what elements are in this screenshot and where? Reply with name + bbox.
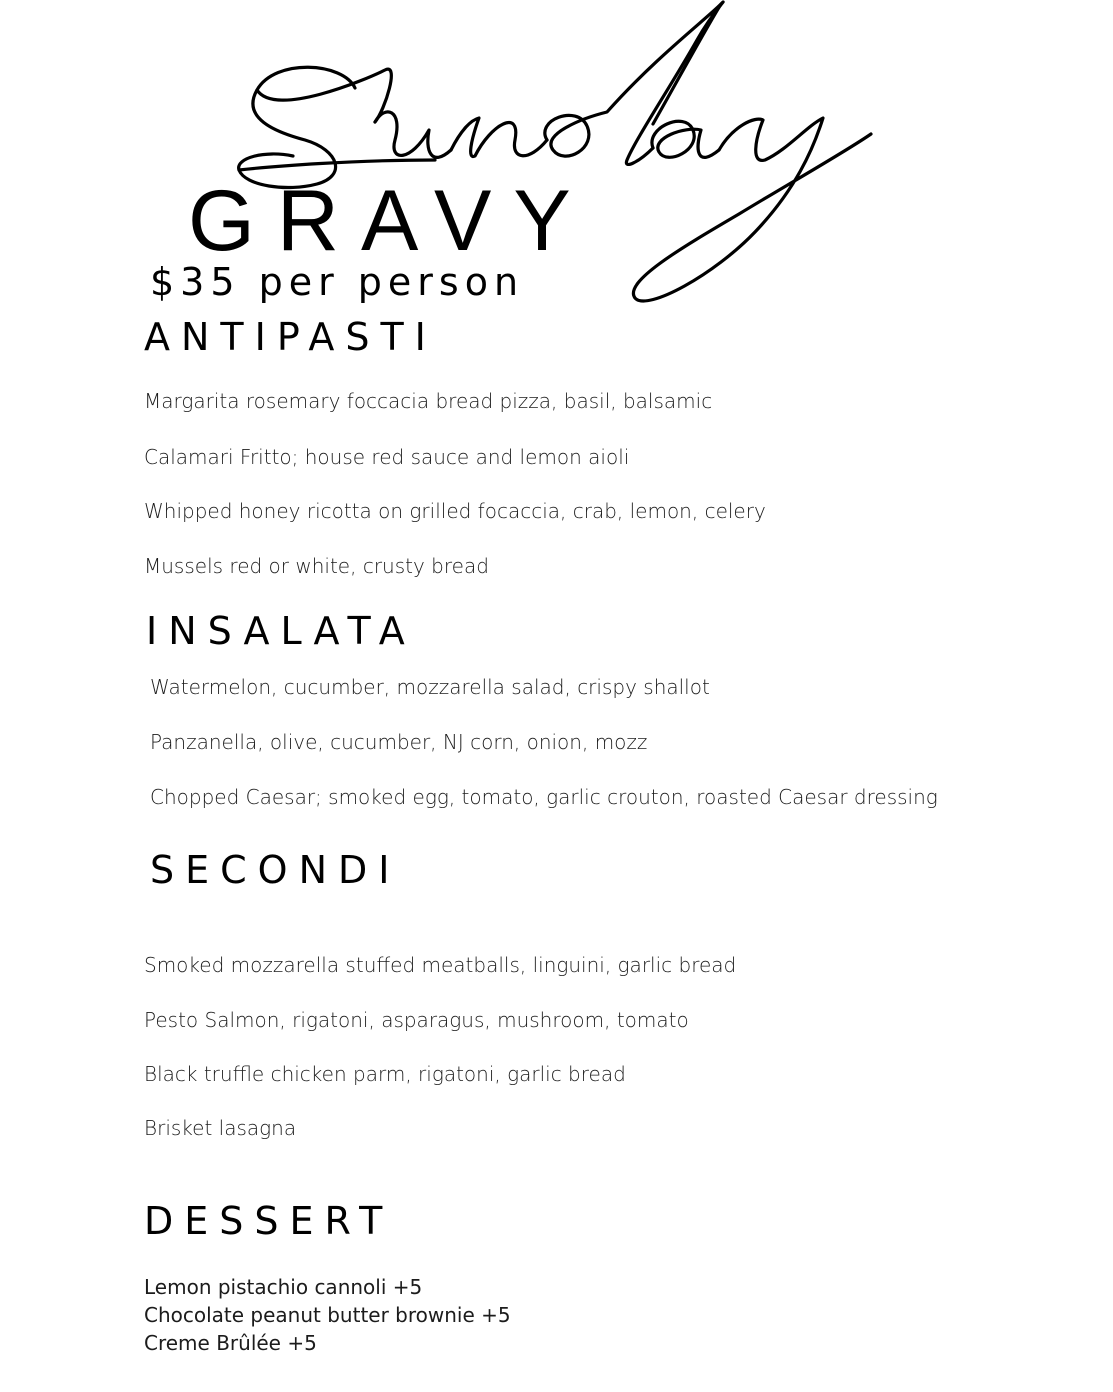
menu-item: Whipped honey ricotta on grilled focaccia, crab, lemon, celery	[144, 499, 766, 523]
dessert-list	[144, 1273, 511, 1357]
section-heading-antipasti: ANTIPASTI	[144, 315, 437, 359]
menu-item: Brisket lasagna	[144, 1116, 297, 1140]
menu-item: Chocolate peanut butter brownie +5	[144, 1303, 511, 1327]
price-per-person: $35 per person	[150, 260, 525, 304]
menu-item: Watermelon, cucumber, mozzarella salad, crispy shallot	[150, 675, 710, 699]
menu-item: Smoked mozzarella stuffed meatballs, linguini, garlic bread	[144, 953, 737, 977]
menu-item: Mussels red or white, crusty bread	[144, 554, 489, 578]
menu-item: Chopped Caesar; smoked egg, tomato, garlic crouton, roasted Caesar dressing	[150, 785, 938, 809]
menu-title: GRAVY	[188, 173, 593, 269]
menu-item: Creme Brûlée +5	[144, 1331, 317, 1355]
menu-item: Panzanella, olive, cucumber, NJ corn, onion, mozz	[150, 730, 648, 754]
menu-item: Black truffle chicken parm, rigatoni, garlic bread	[144, 1062, 626, 1086]
section-heading-secondi: SECONDI	[150, 848, 401, 892]
menu-item: Margarita rosemary foccacia bread pizza, basil, balsamic	[144, 389, 713, 413]
menu-item: Pesto Salmon, rigatoni, asparagus, mushroom, tomato	[144, 1008, 689, 1032]
section-heading-dessert: DESSERT	[144, 1199, 394, 1243]
section-heading-insalata: INSALATA	[146, 609, 416, 653]
menu-item: Lemon pistachio cannoli +5	[144, 1275, 423, 1299]
menu-item: Calamari Fritto; house red sauce and lemon aioli	[144, 445, 630, 469]
